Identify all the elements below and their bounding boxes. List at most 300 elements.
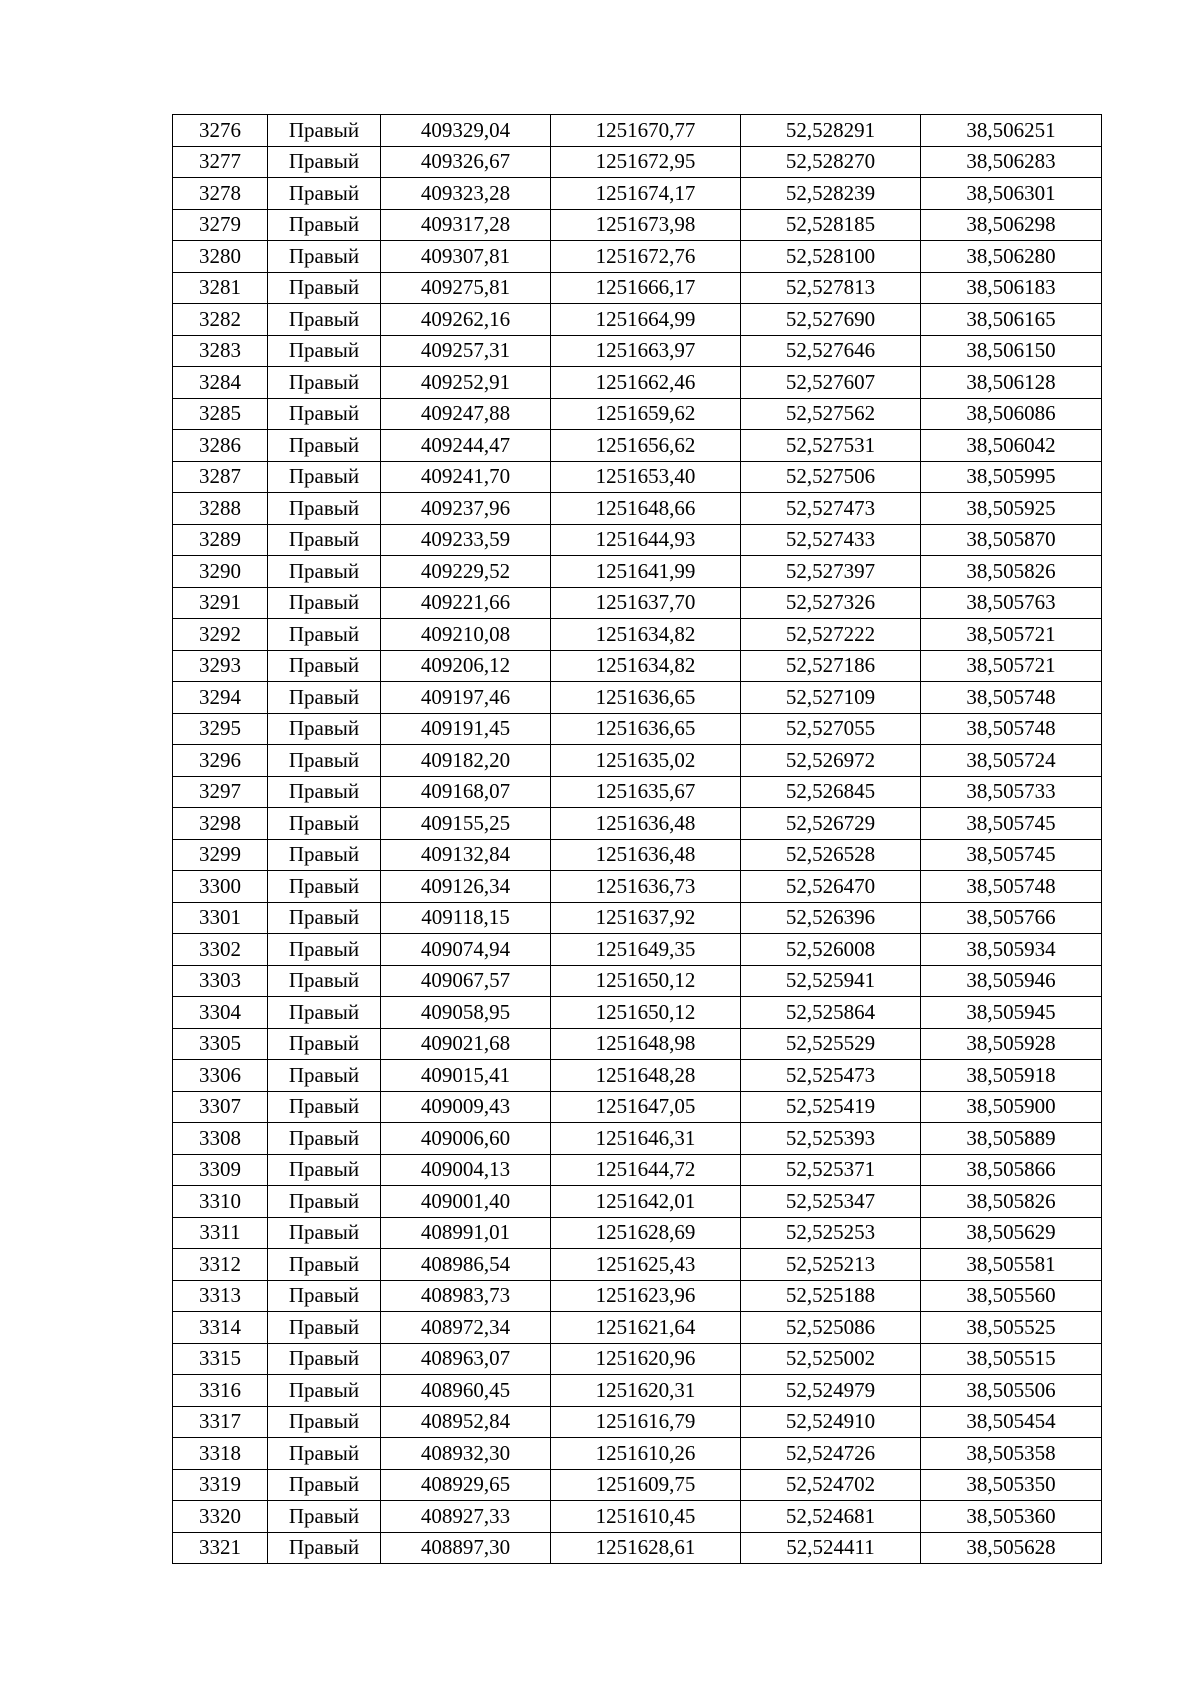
x-coordinate-cell: 409329,04 — [381, 115, 551, 147]
y-coordinate-cell: 1251621,64 — [551, 1312, 741, 1344]
latitude-cell: 52,526396 — [741, 902, 921, 934]
x-coordinate-cell: 409206,12 — [381, 650, 551, 682]
side-cell: Правый — [268, 524, 381, 556]
y-coordinate-cell: 1251616,79 — [551, 1406, 741, 1438]
point-number-cell: 3320 — [173, 1501, 268, 1533]
x-coordinate-cell: 408952,84 — [381, 1406, 551, 1438]
side-cell: Правый — [268, 1091, 381, 1123]
longitude-cell: 38,505934 — [921, 934, 1102, 966]
side-cell: Правый — [268, 1343, 381, 1375]
y-coordinate-cell: 1251663,97 — [551, 335, 741, 367]
y-coordinate-cell: 1251641,99 — [551, 556, 741, 588]
latitude-cell: 52,525188 — [741, 1280, 921, 1312]
point-number-cell: 3311 — [173, 1217, 268, 1249]
longitude-cell: 38,506150 — [921, 335, 1102, 367]
side-cell: Правый — [268, 115, 381, 147]
x-coordinate-cell: 409237,96 — [381, 493, 551, 525]
latitude-cell: 52,527397 — [741, 556, 921, 588]
longitude-cell: 38,506298 — [921, 209, 1102, 241]
latitude-cell: 52,527186 — [741, 650, 921, 682]
table-row — [173, 1186, 1102, 1218]
point-number-cell: 3309 — [173, 1154, 268, 1186]
latitude-cell: 52,528185 — [741, 209, 921, 241]
latitude-cell: 52,526972 — [741, 745, 921, 777]
x-coordinate-cell: 409233,59 — [381, 524, 551, 556]
point-number-cell: 3318 — [173, 1438, 268, 1470]
table-row — [173, 1469, 1102, 1501]
latitude-cell: 52,524411 — [741, 1532, 921, 1564]
y-coordinate-cell: 1251610,45 — [551, 1501, 741, 1533]
x-coordinate-cell: 408897,30 — [381, 1532, 551, 1564]
y-coordinate-cell: 1251620,96 — [551, 1343, 741, 1375]
longitude-cell: 38,505995 — [921, 461, 1102, 493]
y-coordinate-cell: 1251664,99 — [551, 304, 741, 336]
point-number-cell: 3300 — [173, 871, 268, 903]
x-coordinate-cell: 409004,13 — [381, 1154, 551, 1186]
longitude-cell: 38,505748 — [921, 713, 1102, 745]
point-number-cell: 3299 — [173, 839, 268, 871]
y-coordinate-cell: 1251672,76 — [551, 241, 741, 273]
y-coordinate-cell: 1251653,40 — [551, 461, 741, 493]
point-number-cell: 3284 — [173, 367, 268, 399]
point-number-cell: 3317 — [173, 1406, 268, 1438]
x-coordinate-cell: 409001,40 — [381, 1186, 551, 1218]
latitude-cell: 52,527813 — [741, 272, 921, 304]
point-number-cell: 3287 — [173, 461, 268, 493]
y-coordinate-cell: 1251628,69 — [551, 1217, 741, 1249]
table-row — [173, 1532, 1102, 1564]
latitude-cell: 52,525473 — [741, 1060, 921, 1092]
point-number-cell: 3288 — [173, 493, 268, 525]
side-cell: Правый — [268, 556, 381, 588]
longitude-cell: 38,505745 — [921, 808, 1102, 840]
y-coordinate-cell: 1251642,01 — [551, 1186, 741, 1218]
x-coordinate-cell: 409197,46 — [381, 682, 551, 714]
longitude-cell: 38,505766 — [921, 902, 1102, 934]
y-coordinate-cell: 1251620,31 — [551, 1375, 741, 1407]
point-number-cell: 3314 — [173, 1312, 268, 1344]
longitude-cell: 38,505350 — [921, 1469, 1102, 1501]
x-coordinate-cell: 409058,95 — [381, 997, 551, 1029]
latitude-cell: 52,527690 — [741, 304, 921, 336]
point-number-cell: 3303 — [173, 965, 268, 997]
table-row — [173, 650, 1102, 682]
side-cell: Правый — [268, 1469, 381, 1501]
table-row — [173, 461, 1102, 493]
latitude-cell: 52,527607 — [741, 367, 921, 399]
side-cell: Правый — [268, 934, 381, 966]
latitude-cell: 52,527473 — [741, 493, 921, 525]
longitude-cell: 38,505900 — [921, 1091, 1102, 1123]
longitude-cell: 38,505506 — [921, 1375, 1102, 1407]
latitude-cell: 52,527109 — [741, 682, 921, 714]
x-coordinate-cell: 408986,54 — [381, 1249, 551, 1281]
y-coordinate-cell: 1251644,93 — [551, 524, 741, 556]
x-coordinate-cell: 409155,25 — [381, 808, 551, 840]
side-cell: Правый — [268, 398, 381, 430]
table-row — [173, 1091, 1102, 1123]
table-row — [173, 902, 1102, 934]
point-number-cell: 3294 — [173, 682, 268, 714]
table-row — [173, 1028, 1102, 1060]
side-cell: Правый — [268, 1375, 381, 1407]
y-coordinate-cell: 1251634,82 — [551, 619, 741, 651]
point-number-cell: 3321 — [173, 1532, 268, 1564]
y-coordinate-cell: 1251650,12 — [551, 997, 741, 1029]
table-row — [173, 241, 1102, 273]
table-row — [173, 1060, 1102, 1092]
table-row — [173, 682, 1102, 714]
latitude-cell: 52,526528 — [741, 839, 921, 871]
point-number-cell: 3296 — [173, 745, 268, 777]
x-coordinate-cell: 408991,01 — [381, 1217, 551, 1249]
point-number-cell: 3298 — [173, 808, 268, 840]
side-cell: Правый — [268, 1312, 381, 1344]
point-number-cell: 3283 — [173, 335, 268, 367]
side-cell: Правый — [268, 871, 381, 903]
y-coordinate-cell: 1251637,70 — [551, 587, 741, 619]
side-cell: Правый — [268, 209, 381, 241]
side-cell: Правый — [268, 178, 381, 210]
table-row — [173, 556, 1102, 588]
y-coordinate-cell: 1251636,65 — [551, 682, 741, 714]
table-row — [173, 1249, 1102, 1281]
longitude-cell: 38,505733 — [921, 776, 1102, 808]
latitude-cell: 52,528270 — [741, 146, 921, 178]
latitude-cell: 52,524726 — [741, 1438, 921, 1470]
longitude-cell: 38,506280 — [921, 241, 1102, 273]
point-number-cell: 3305 — [173, 1028, 268, 1060]
longitude-cell: 38,505525 — [921, 1312, 1102, 1344]
y-coordinate-cell: 1251656,62 — [551, 430, 741, 462]
x-coordinate-cell: 408972,34 — [381, 1312, 551, 1344]
x-coordinate-cell: 409275,81 — [381, 272, 551, 304]
latitude-cell: 52,525419 — [741, 1091, 921, 1123]
x-coordinate-cell: 409132,84 — [381, 839, 551, 871]
point-number-cell: 3291 — [173, 587, 268, 619]
side-cell: Правый — [268, 997, 381, 1029]
side-cell: Правый — [268, 241, 381, 273]
y-coordinate-cell: 1251637,92 — [551, 902, 741, 934]
side-cell: Правый — [268, 776, 381, 808]
x-coordinate-cell: 409182,20 — [381, 745, 551, 777]
point-number-cell: 3285 — [173, 398, 268, 430]
side-cell: Правый — [268, 1406, 381, 1438]
point-number-cell: 3313 — [173, 1280, 268, 1312]
point-number-cell: 3312 — [173, 1249, 268, 1281]
table-row — [173, 1501, 1102, 1533]
table-row — [173, 398, 1102, 430]
side-cell: Правый — [268, 650, 381, 682]
point-number-cell: 3280 — [173, 241, 268, 273]
y-coordinate-cell: 1251649,35 — [551, 934, 741, 966]
x-coordinate-cell: 409009,43 — [381, 1091, 551, 1123]
table-row — [173, 115, 1102, 147]
longitude-cell: 38,505826 — [921, 556, 1102, 588]
y-coordinate-cell: 1251623,96 — [551, 1280, 741, 1312]
point-number-cell: 3310 — [173, 1186, 268, 1218]
point-number-cell: 3281 — [173, 272, 268, 304]
table-row — [173, 367, 1102, 399]
latitude-cell: 52,524702 — [741, 1469, 921, 1501]
x-coordinate-cell: 408963,07 — [381, 1343, 551, 1375]
latitude-cell: 52,528100 — [741, 241, 921, 273]
longitude-cell: 38,505945 — [921, 997, 1102, 1029]
table-row — [173, 965, 1102, 997]
x-coordinate-cell: 409252,91 — [381, 367, 551, 399]
side-cell: Правый — [268, 1217, 381, 1249]
point-number-cell: 3316 — [173, 1375, 268, 1407]
longitude-cell: 38,505928 — [921, 1028, 1102, 1060]
table-row — [173, 745, 1102, 777]
longitude-cell: 38,506183 — [921, 272, 1102, 304]
table-row — [173, 1123, 1102, 1155]
side-cell: Правый — [268, 493, 381, 525]
table-row — [173, 1438, 1102, 1470]
point-number-cell: 3293 — [173, 650, 268, 682]
point-number-cell: 3319 — [173, 1469, 268, 1501]
y-coordinate-cell: 1251636,73 — [551, 871, 741, 903]
table-row — [173, 430, 1102, 462]
table-row — [173, 493, 1102, 525]
table-row — [173, 209, 1102, 241]
table-row — [173, 1343, 1102, 1375]
longitude-cell: 38,506042 — [921, 430, 1102, 462]
side-cell: Правый — [268, 367, 381, 399]
longitude-cell: 38,505748 — [921, 871, 1102, 903]
latitude-cell: 52,527506 — [741, 461, 921, 493]
side-cell: Правый — [268, 1438, 381, 1470]
x-coordinate-cell: 409257,31 — [381, 335, 551, 367]
x-coordinate-cell: 409210,08 — [381, 619, 551, 651]
longitude-cell: 38,505515 — [921, 1343, 1102, 1375]
x-coordinate-cell: 408927,33 — [381, 1501, 551, 1533]
side-cell: Правый — [268, 146, 381, 178]
x-coordinate-cell: 408929,65 — [381, 1469, 551, 1501]
x-coordinate-cell: 409229,52 — [381, 556, 551, 588]
y-coordinate-cell: 1251635,02 — [551, 745, 741, 777]
x-coordinate-cell: 409244,47 — [381, 430, 551, 462]
latitude-cell: 52,527562 — [741, 398, 921, 430]
side-cell: Правый — [268, 1280, 381, 1312]
table-row — [173, 934, 1102, 966]
side-cell: Правый — [268, 965, 381, 997]
latitude-cell: 52,526845 — [741, 776, 921, 808]
latitude-cell: 52,525529 — [741, 1028, 921, 1060]
side-cell: Правый — [268, 1154, 381, 1186]
longitude-cell: 38,505454 — [921, 1406, 1102, 1438]
longitude-cell: 38,505629 — [921, 1217, 1102, 1249]
side-cell: Правый — [268, 713, 381, 745]
x-coordinate-cell: 409021,68 — [381, 1028, 551, 1060]
longitude-cell: 38,505358 — [921, 1438, 1102, 1470]
point-number-cell: 3289 — [173, 524, 268, 556]
x-coordinate-cell: 409323,28 — [381, 178, 551, 210]
latitude-cell: 52,525371 — [741, 1154, 921, 1186]
point-number-cell: 3308 — [173, 1123, 268, 1155]
y-coordinate-cell: 1251628,61 — [551, 1532, 741, 1564]
table-row — [173, 997, 1102, 1029]
y-coordinate-cell: 1251673,98 — [551, 209, 741, 241]
side-cell: Правый — [268, 619, 381, 651]
longitude-cell: 38,506128 — [921, 367, 1102, 399]
longitude-cell: 38,506301 — [921, 178, 1102, 210]
side-cell: Правый — [268, 430, 381, 462]
side-cell: Правый — [268, 1186, 381, 1218]
side-cell: Правый — [268, 335, 381, 367]
y-coordinate-cell: 1251659,62 — [551, 398, 741, 430]
y-coordinate-cell: 1251636,48 — [551, 839, 741, 871]
latitude-cell: 52,524979 — [741, 1375, 921, 1407]
x-coordinate-cell: 409317,28 — [381, 209, 551, 241]
point-number-cell: 3297 — [173, 776, 268, 808]
latitude-cell: 52,525941 — [741, 965, 921, 997]
latitude-cell: 52,528239 — [741, 178, 921, 210]
point-number-cell: 3306 — [173, 1060, 268, 1092]
x-coordinate-cell: 409168,07 — [381, 776, 551, 808]
side-cell: Правый — [268, 1028, 381, 1060]
side-cell: Правый — [268, 682, 381, 714]
point-number-cell: 3292 — [173, 619, 268, 651]
y-coordinate-cell: 1251636,65 — [551, 713, 741, 745]
table-row — [173, 1375, 1102, 1407]
side-cell: Правый — [268, 587, 381, 619]
table-row — [173, 1312, 1102, 1344]
y-coordinate-cell: 1251646,31 — [551, 1123, 741, 1155]
x-coordinate-cell: 409118,15 — [381, 902, 551, 934]
latitude-cell: 52,525253 — [741, 1217, 921, 1249]
latitude-cell: 52,526470 — [741, 871, 921, 903]
table-row — [173, 1154, 1102, 1186]
x-coordinate-cell: 409221,66 — [381, 587, 551, 619]
latitude-cell: 52,527433 — [741, 524, 921, 556]
table-row — [173, 587, 1102, 619]
point-number-cell: 3278 — [173, 178, 268, 210]
y-coordinate-cell: 1251674,17 — [551, 178, 741, 210]
longitude-cell: 38,505870 — [921, 524, 1102, 556]
coordinates-table-body — [173, 115, 1102, 1564]
point-number-cell: 3301 — [173, 902, 268, 934]
x-coordinate-cell: 408983,73 — [381, 1280, 551, 1312]
latitude-cell: 52,525086 — [741, 1312, 921, 1344]
y-coordinate-cell: 1251610,26 — [551, 1438, 741, 1470]
table-row — [173, 839, 1102, 871]
point-number-cell: 3304 — [173, 997, 268, 1029]
y-coordinate-cell: 1251644,72 — [551, 1154, 741, 1186]
longitude-cell: 38,505628 — [921, 1532, 1102, 1564]
point-number-cell: 3315 — [173, 1343, 268, 1375]
longitude-cell: 38,505866 — [921, 1154, 1102, 1186]
table-row — [173, 871, 1102, 903]
longitude-cell: 38,505724 — [921, 745, 1102, 777]
latitude-cell: 52,525347 — [741, 1186, 921, 1218]
x-coordinate-cell: 408932,30 — [381, 1438, 551, 1470]
y-coordinate-cell: 1251634,82 — [551, 650, 741, 682]
x-coordinate-cell: 409262,16 — [381, 304, 551, 336]
y-coordinate-cell: 1251635,67 — [551, 776, 741, 808]
latitude-cell: 52,525864 — [741, 997, 921, 1029]
x-coordinate-cell: 409015,41 — [381, 1060, 551, 1092]
latitude-cell: 52,525213 — [741, 1249, 921, 1281]
longitude-cell: 38,505745 — [921, 839, 1102, 871]
latitude-cell: 52,524681 — [741, 1501, 921, 1533]
latitude-cell: 52,526729 — [741, 808, 921, 840]
side-cell: Правый — [268, 304, 381, 336]
point-number-cell: 3302 — [173, 934, 268, 966]
latitude-cell: 52,527055 — [741, 713, 921, 745]
latitude-cell: 52,524910 — [741, 1406, 921, 1438]
y-coordinate-cell: 1251672,95 — [551, 146, 741, 178]
latitude-cell: 52,525002 — [741, 1343, 921, 1375]
point-number-cell: 3295 — [173, 713, 268, 745]
longitude-cell: 38,505946 — [921, 965, 1102, 997]
side-cell: Правый — [268, 461, 381, 493]
y-coordinate-cell: 1251670,77 — [551, 115, 741, 147]
longitude-cell: 38,506086 — [921, 398, 1102, 430]
longitude-cell: 38,505721 — [921, 619, 1102, 651]
side-cell: Правый — [268, 1532, 381, 1564]
table-row — [173, 146, 1102, 178]
y-coordinate-cell: 1251648,28 — [551, 1060, 741, 1092]
longitude-cell: 38,506165 — [921, 304, 1102, 336]
point-number-cell: 3307 — [173, 1091, 268, 1123]
longitude-cell: 38,506283 — [921, 146, 1102, 178]
x-coordinate-cell: 409067,57 — [381, 965, 551, 997]
x-coordinate-cell: 409307,81 — [381, 241, 551, 273]
y-coordinate-cell: 1251648,66 — [551, 493, 741, 525]
side-cell: Правый — [268, 1060, 381, 1092]
side-cell: Правый — [268, 1123, 381, 1155]
table-row — [173, 524, 1102, 556]
side-cell: Правый — [268, 745, 381, 777]
table-row — [173, 713, 1102, 745]
side-cell: Правый — [268, 839, 381, 871]
x-coordinate-cell: 409006,60 — [381, 1123, 551, 1155]
longitude-cell: 38,505925 — [921, 493, 1102, 525]
longitude-cell: 38,505560 — [921, 1280, 1102, 1312]
point-number-cell: 3279 — [173, 209, 268, 241]
longitude-cell: 38,505748 — [921, 682, 1102, 714]
table-row — [173, 335, 1102, 367]
latitude-cell: 52,527326 — [741, 587, 921, 619]
table-row — [173, 1217, 1102, 1249]
side-cell: Правый — [268, 1501, 381, 1533]
table-row — [173, 1280, 1102, 1312]
table-row — [173, 1406, 1102, 1438]
longitude-cell: 38,505581 — [921, 1249, 1102, 1281]
longitude-cell: 38,505721 — [921, 650, 1102, 682]
x-coordinate-cell: 409247,88 — [381, 398, 551, 430]
y-coordinate-cell: 1251609,75 — [551, 1469, 741, 1501]
latitude-cell: 52,527531 — [741, 430, 921, 462]
side-cell: Правый — [268, 1249, 381, 1281]
latitude-cell: 52,525393 — [741, 1123, 921, 1155]
longitude-cell: 38,505360 — [921, 1501, 1102, 1533]
longitude-cell: 38,505763 — [921, 587, 1102, 619]
x-coordinate-cell: 409241,70 — [381, 461, 551, 493]
side-cell: Правый — [268, 272, 381, 304]
y-coordinate-cell: 1251648,98 — [551, 1028, 741, 1060]
table-row — [173, 808, 1102, 840]
table-row — [173, 776, 1102, 808]
x-coordinate-cell: 409191,45 — [381, 713, 551, 745]
longitude-cell: 38,505826 — [921, 1186, 1102, 1218]
latitude-cell: 52,528291 — [741, 115, 921, 147]
y-coordinate-cell: 1251636,48 — [551, 808, 741, 840]
y-coordinate-cell: 1251662,46 — [551, 367, 741, 399]
point-number-cell: 3286 — [173, 430, 268, 462]
x-coordinate-cell: 409074,94 — [381, 934, 551, 966]
